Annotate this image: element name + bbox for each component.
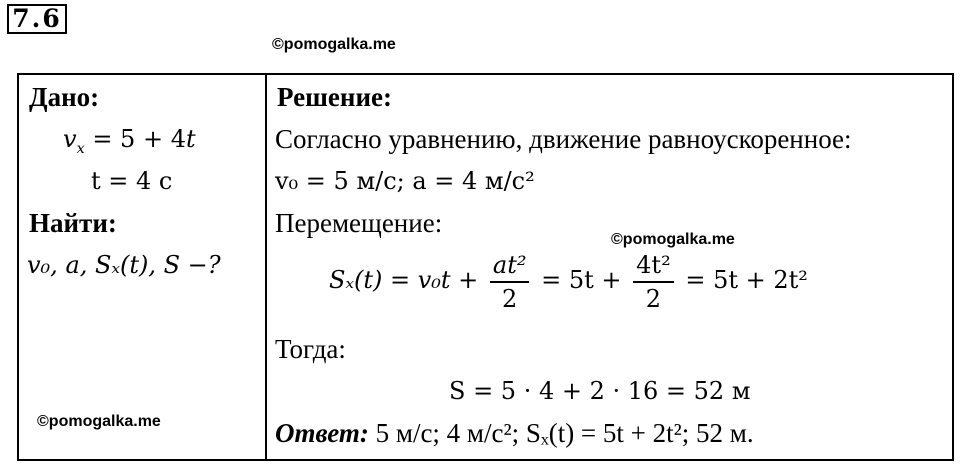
solution-table — [17, 73, 954, 461]
answer-line — [275, 417, 754, 449]
watermark: ©pomogalka.me — [611, 231, 735, 248]
displacement-label: Перемещение: — [275, 208, 443, 238]
given-heading: Дано: — [29, 82, 100, 112]
frac-denominator: 2 — [502, 284, 518, 313]
frac-numerator: at² — [490, 249, 530, 283]
answer-label: Ответ: — [275, 418, 369, 448]
fraction-at2-over-2 — [490, 249, 530, 315]
result-formula: S = 5 · 4 + 2 · 16 = 52 м — [449, 377, 751, 405]
watermark: ©pomogalka.me — [37, 413, 161, 430]
solution-intro: Согласно уравнению, движение равноускоренное: — [275, 124, 852, 154]
displacement-formula — [329, 247, 808, 317]
formula-lhs: Sₓ(t) = v₀t + — [329, 266, 479, 294]
frac-denominator: 2 — [645, 284, 662, 313]
given-time: t = 4 с — [91, 167, 173, 195]
frac-numerator: 4t² — [633, 249, 674, 283]
watermark: ©pomogalka.me — [272, 36, 396, 53]
fraction-4t2-over-2 — [633, 249, 674, 315]
formula-rhs: = 5t + 2t² — [685, 266, 808, 294]
initial-values: v₀ = 5 м/с; a = 4 м/с² — [275, 167, 535, 195]
formula-mid: = 5t + — [541, 266, 622, 294]
find-expression: v₀, a, Sₓ(t), S −? — [27, 251, 221, 279]
problem-number: 7.6 — [7, 4, 67, 34]
given-velocity-equation: $v_x = 5 + 4t$ — [63, 125, 196, 157]
answer-text: 5 м/с; 4 м/с²; Sₓ(t) = 5t + 2t²; 52 м. — [375, 418, 754, 448]
solution-heading: Решение: — [277, 82, 392, 112]
then-label: Тогда: — [275, 334, 346, 364]
column-divider — [265, 75, 267, 459]
find-heading: Найти: — [29, 208, 117, 238]
